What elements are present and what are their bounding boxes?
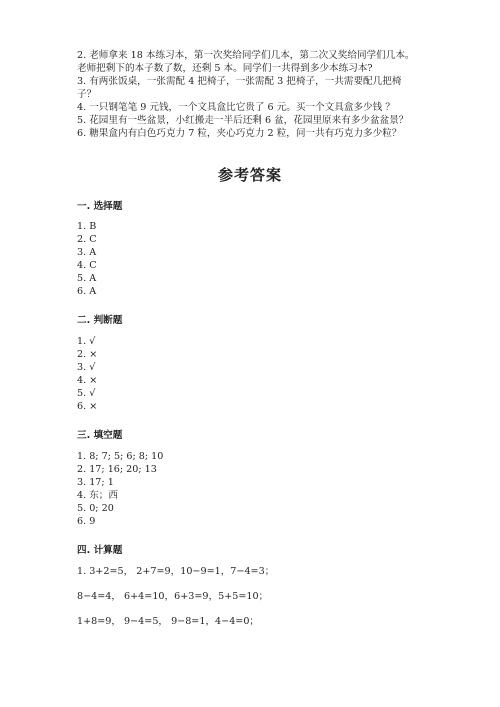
section-heading-choice: 一. 选择题 [77, 201, 123, 212]
answer-item: 6. A [77, 286, 97, 297]
answer-item: 1. 8; 7; 5; 6; 8; 10 [77, 451, 164, 462]
problem-3-line-1: 3. 有两张饭桌，一张需配 4 把椅子，一张需配 3 把椅子，一共需要配几把椅 [77, 76, 402, 87]
answer-item: 5. √ [77, 388, 96, 399]
problem-3-line-2: 子？ [77, 89, 97, 100]
answer-item: 2. 17; 16; 20; 13 [77, 464, 157, 475]
answer-item: 6. 9 [77, 516, 96, 527]
answer-item: 6. × [77, 401, 98, 412]
section-heading-fill: 三. 填空题 [77, 430, 123, 441]
answer-item: 2. × [77, 349, 98, 360]
answer-item: 1. √ [77, 336, 96, 347]
problem-4: 4. 一只钢笔笔 9 元钱，一个文具盒比它贵了 6 元。买一个文具盒多少钱 ？ [77, 102, 395, 113]
answer-item: 4. × [77, 375, 98, 386]
answer-item: 3. A [77, 247, 97, 258]
answer-item: 4. C [77, 260, 97, 271]
section-heading-calc: 四. 计算题 [77, 545, 123, 556]
section-heading-judge: 二. 判断题 [77, 315, 123, 326]
answer-item: 5. A [77, 273, 97, 284]
answer-item: 4. 东；西 [77, 490, 118, 501]
problem-6: 6. 糖果盒内有白色巧克力 7 粒，夹心巧克力 2 粒，问一共有巧克力多少粒？ [77, 128, 402, 139]
problem-2-line-2: 老师把剩下的本子数了数，还剩 5 本。同学们一共得到多少本练习本? [77, 63, 373, 74]
answer-item: 1+8=9， 9−4=5， 9−8=1，4−4=0； [77, 616, 260, 627]
answer-item: 2. C [77, 234, 97, 245]
answer-item: 8−4=4， 6+4=10，6+3=9，5+5=10； [77, 591, 269, 602]
problem-2-line-1: 2. 老师拿来 18 本练习本，第一次奖给同学们几本，第二次又奖给同学们几本。 [77, 50, 415, 61]
answer-item: 1. 3+2=5， 2+7=9，10−9=1，7−4=3； [77, 566, 275, 577]
answer-item: 3. √ [77, 362, 96, 373]
answer-item: 5. 0; 20 [77, 503, 114, 514]
problem-5: 5. 花园里有一些盆景，小红搬走一半后还剩 6 盆，花园里原来有多少盆盆景？ [77, 115, 409, 126]
answer-item: 1. B [77, 221, 97, 232]
answer-title: 参考答案 [217, 166, 282, 184]
answer-item: 3. 17; 1 [77, 477, 114, 488]
